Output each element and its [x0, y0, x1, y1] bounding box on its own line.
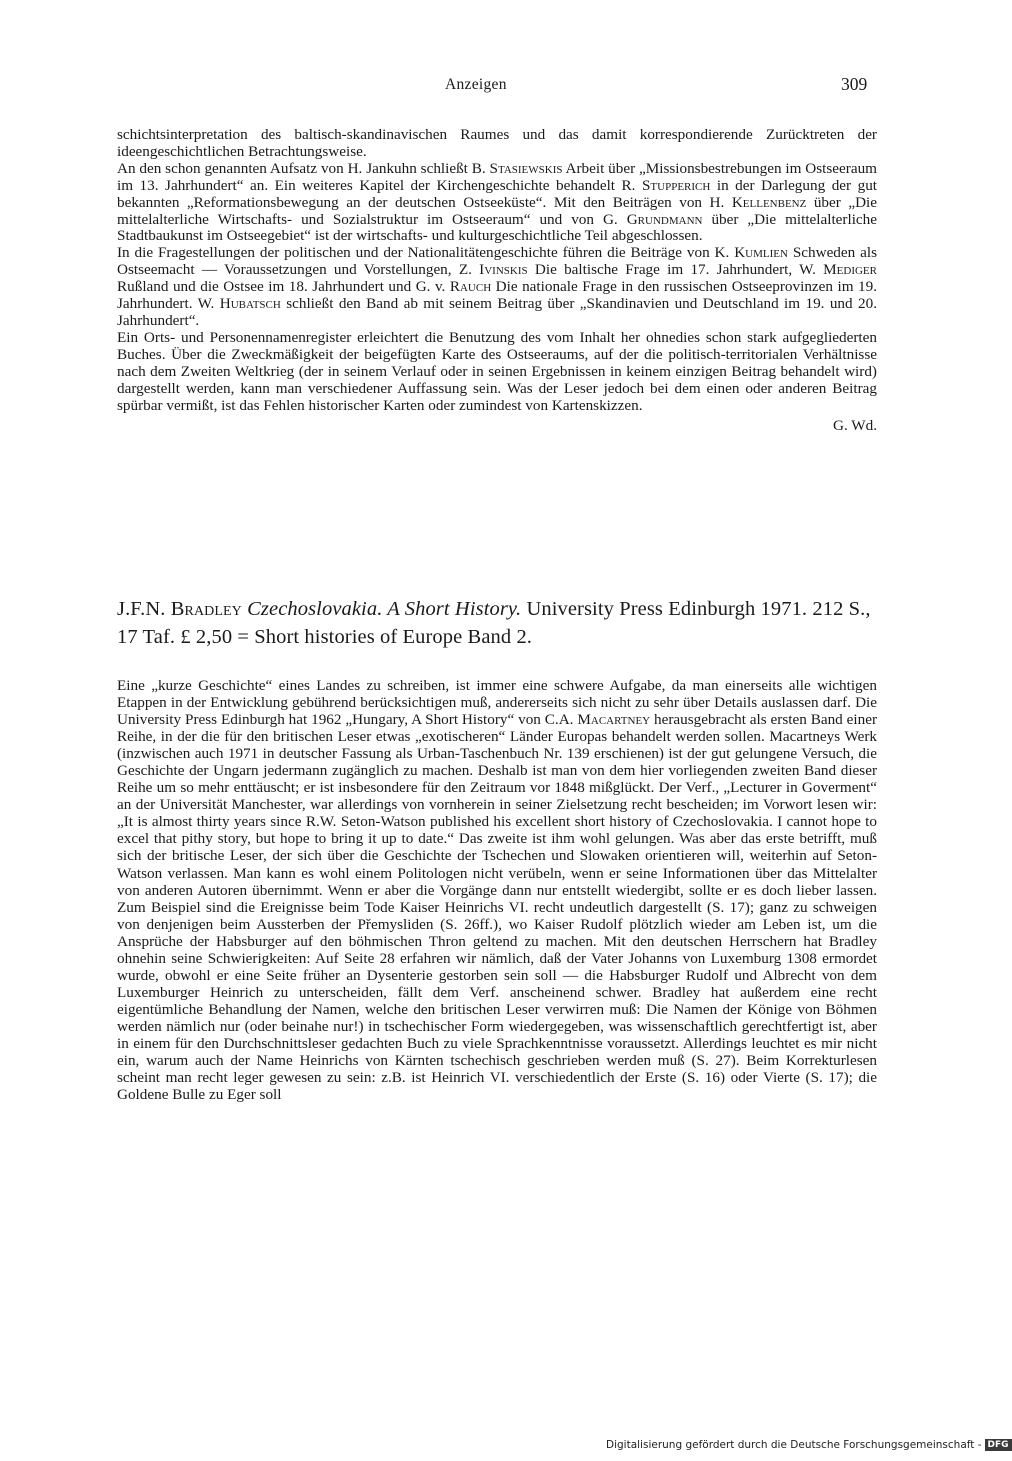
author-name: Bradley	[170, 598, 242, 620]
small-caps-name: Macartney	[577, 711, 651, 729]
paragraph-continuation: schichtsinterpretation des baltisch-skandinavischen Raumes und das damit korrespondierende Zurücktreten der ideengeschichtlichen Betrachtungsweise.	[117, 126, 877, 160]
small-caps-name: Rauch	[449, 278, 492, 296]
dfg-logo: DFG	[985, 1439, 1012, 1451]
publication-details: University Press Edinburgh 1971. 212 S., 17 Taf. £ 2,50 = Short histories of Europe Band 2.	[117, 598, 871, 648]
review-continuation	[117, 127, 877, 434]
book-title: Czechoslovakia. A Short History.	[247, 598, 522, 620]
small-caps-name: Grundmann	[626, 210, 703, 228]
small-caps-name: Ivinskis	[479, 261, 528, 279]
paragraph-register-and-maps: Ein Orts- und Personennamenregister erleichtert die Benutzung des vom Inhalt her ohnedies schon stark aufgegliederten Buches. Über die Zweckmäßigkeit der beigefügten Karte des Ostseeraums, auf der die politisch-territorialen Verhältnisse nach dem Zweiten Weltkrieg (der in seinem Verlauf oder in seinen Ergebnissen in keinem einzigen Beitrag behandelt wird) dargestellt werden, kann man verschiedener Auffassung sein. Was der Leser jedoch bei dem einen oder anderen Beitrag spürbar vermißt, ist das Fehlen historischer Karten oder zumindest von Kartenskizzen.	[117, 328, 877, 414]
paragraph-contributions-politics: In die Fragestellungen der politischen und der Nationalitätengeschichte führen die Beiträge von K. Kumlien Schweden als Ostseemacht — Voraussetzungen und Vorstellungen, Z. Ivinskis Die baltische Frage im 17. Jahrhundert, W. Mediger Rußland und die Ostsee im 18. Jahrhundert und G. v. Rauch Die nationale Frage in den russischen Ostseeprovinzen im 19. Jahrhundert. W. Hubatsch schließt den Band ab mit seinem Beitrag über „Skandinavien und Deutschland im 19. und 20. Jahrhundert“.	[117, 244, 877, 329]
page-header	[0, 76, 1000, 100]
small-caps-name: Stupperich	[641, 176, 711, 194]
small-caps-name: Mediger	[823, 261, 877, 279]
small-caps-name: Kellenbenz	[731, 193, 807, 211]
small-caps-name: Stasiewskis	[489, 159, 563, 177]
page-number: 309	[841, 74, 868, 94]
paragraph-review-text: Eine „kurze Geschichte“ eines Landes zu schreiben, ist immer eine schwere Aufgabe, da man einerseits alle wichtigen Etappen in der Entwicklung gebührend berücksichtigen muß, andererseits sich nicht zu sehr über Details auslassen darf. Die University Press Edinburgh hat 1962 „Hungary, A Short History“ von C.A. Macartney herausgebracht als ersten Band einer Reihe, in der die für den britischen Leser etwas „exotischeren“ Länder Europas behandelt werden sollen. Macartneys Werk (inzwischen auch 1971 in deutscher Fassung als Urban-Taschenbuch Nr. 139 erschienen) ist der gut gelungene Versuch, die Geschichte der Ungarn jedermann zugänglich zu machen. Deshalb ist man von dem hier vorliegenden zweiten Band dieser Reihe um so mehr enttäuscht; er ist insbesondere für den Zeitraum vor 1848 mißglückt. Der Verf., „Lecturer in Goverment“ an der Universität Manchester, war allerdings von vornherein in seiner Zielsetzung recht bescheiden; im Vorwort lesen wir: „It is almost thirty years since R.W. Seton-Watson published his excellent short history of Czechoslovakia. I cannot hope to excel that pithy story, but hope to bring it up to date.“ Das zweite ist ihm wohl gelungen. Was aber das erste betrifft, muß sich der britische Leser, der sich über die Geschichte der Tschechen und Slowaken orientieren will, weiterhin auf Seton-Watson verlassen. Man kann es wohl einem Politologen nicht verübeln, wenn er seine Informationen über das Mittelalter von anderen Autoren übernimmt. Wenn er aber die Vorgänge dann nur entstellt wiedergibt, sollte er es doch lieber lassen. Zum Beispiel sind die Ereignisse beim Tode Kaiser Heinrichs VI. recht undeutlich dargestellt (S. 17); ganz zu schweigen von denjenigen beim Aussterben der Přemysliden (S. 26ff.), wo Kaiser Rudolf plötzlich wieder am Leben ist, um die Ansprüche der Habsburger auf den böhmischen Thron geltend zu machen. Mit den deutschen Herrschern hat Bradley ohnehin seine Schwierigkeiten: Auf Seite 28 erfahren wir nämlich, daß der Vater Johanns von Luxemburg 1308 ermordet wurde, obwohl er eine Seite früher an Dysenterie gestorben sein soll — die Habsburger Rudolf und Albrecht von dem Luxemburger Heinrich zu unterscheiden, fällt dem Verf. anscheinend schwer. Bradley hat außerdem eine recht eigentümliche Behandlung der Namen, welche den britischen Leser verwirren muß: Die Namen der Könige von Böhmen werden nämlich nur (oder beinahe nur!) in tschechischer Form wiedergegeben, was wissenschaftlich gerechtfertigt ist, aber in einem für den Durchschnittsleser gedachten Buch zu viele Sprachkenntnisse voraussetzt. Allerdings leuchtet es mir nicht ein, warum auch der Name Heinrichs von Kärnten tschechisch geschrieben werden muß (S. 27). Beim Korrekturlesen scheint man recht leger gewesen zu sein: z.B. ist Heinrich VI. verschiedentlich der Erste (S. 16) oder Vierte (S. 17); die Goldene Bulle zu Eger soll	[117, 677, 878, 1104]
running-title: Anzeigen	[445, 76, 507, 93]
footer-text: Digitalisierung gefördert durch die Deutsche Forschungsgemeinschaft -	[606, 1439, 982, 1451]
digitization-footer	[606, 1439, 1009, 1455]
paragraph-contributions-church: An den schon genannten Aufsatz von H. Jankuhn schließt B. Stasiewskis Arbeit über „Missionsbestrebungen im Ostseeraum im 13. Jahrhundert“ an. Ein weiteres Kapitel der Kirchengeschichte behandelt R. Stupperich in der Darlegung der gut bekannten „Reformationsbewegung an der deutschen Ostseeküste“. Mit den Beiträgen von H. Kellenbenz über „Die mittelalterliche Wirtschafts- und Sozialstruktur im Ostseeraum“ und von G. Grundmann über „Die mittelalterliche Stadtbaukunst im Ostseegebiet“ ist der wirtschafts- und kulturgeschichtliche Teil abgeschlossen.	[117, 159, 878, 245]
reviewer-signature: G. Wd.	[832, 417, 877, 435]
author-initials: J.F.N.	[117, 598, 171, 620]
small-caps-name: Kumlien	[734, 244, 788, 262]
review-heading	[117, 595, 887, 651]
small-caps-name: Hubatsch	[219, 295, 281, 313]
review-body	[117, 677, 877, 1103]
